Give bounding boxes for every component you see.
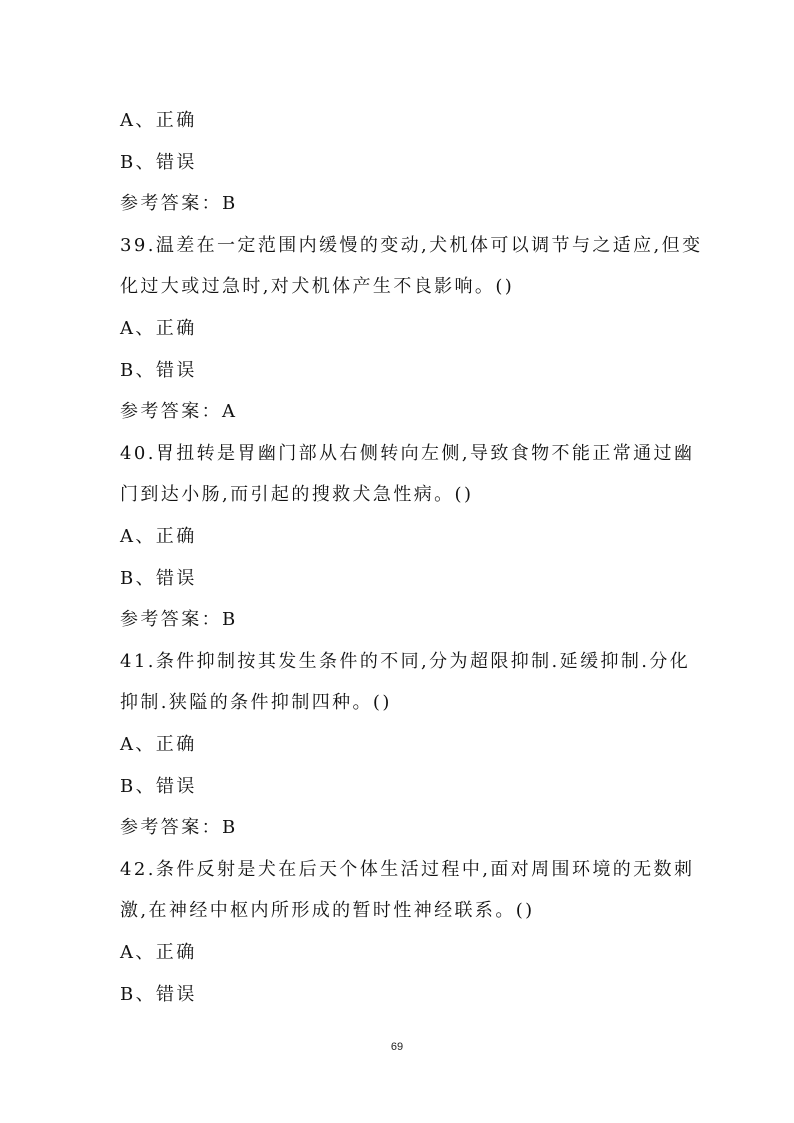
- page-number: 69: [390, 1041, 404, 1053]
- answer-label: 参考答案：B: [120, 817, 238, 838]
- option-a: A、正确: [120, 526, 197, 547]
- question-40-text-line-1: 40.胃扭转是胃幽门部从右侧转向左侧,导致食物不能正常通过幽: [120, 443, 695, 464]
- option-a: A、正确: [120, 942, 197, 963]
- option-b: B、错误: [120, 776, 197, 797]
- answer-label: 参考答案：A: [120, 401, 238, 422]
- option-a: A、正确: [120, 110, 197, 131]
- option-a: A、正确: [120, 318, 197, 339]
- option-a: A、正确: [120, 734, 197, 755]
- answer-label: 参考答案：B: [120, 609, 238, 630]
- question-42-text-line-1: 42.条件反射是犬在后天个体生活过程中,面对周围环境的无数刺: [120, 859, 695, 880]
- answer-label: 参考答案：B: [120, 193, 238, 214]
- question-42-text-line-2: 激,在神经中枢内所形成的暂时性神经联系。(): [120, 900, 535, 921]
- option-b: B、错误: [120, 152, 197, 173]
- question-39-text-line-1: 39.温差在一定范围内缓慢的变动,犬机体可以调节与之适应,但变: [120, 235, 703, 256]
- question-41-text-line-2: 抑制.狭隘的条件抑制四种。(): [120, 692, 392, 713]
- question-39-text-line-2: 化过大或过急时,对犬机体产生不良影响。(): [120, 276, 515, 297]
- option-b: B、错误: [120, 360, 197, 381]
- question-40-text-line-2: 门到达小肠,而引起的搜救犬急性病。(): [120, 484, 474, 505]
- question-41-text-line-1: 41.条件抑制按其发生条件的不同,分为超限抑制.延缓抑制.分化: [120, 651, 691, 672]
- option-b: B、错误: [120, 568, 197, 589]
- option-b: B、错误: [120, 984, 197, 1005]
